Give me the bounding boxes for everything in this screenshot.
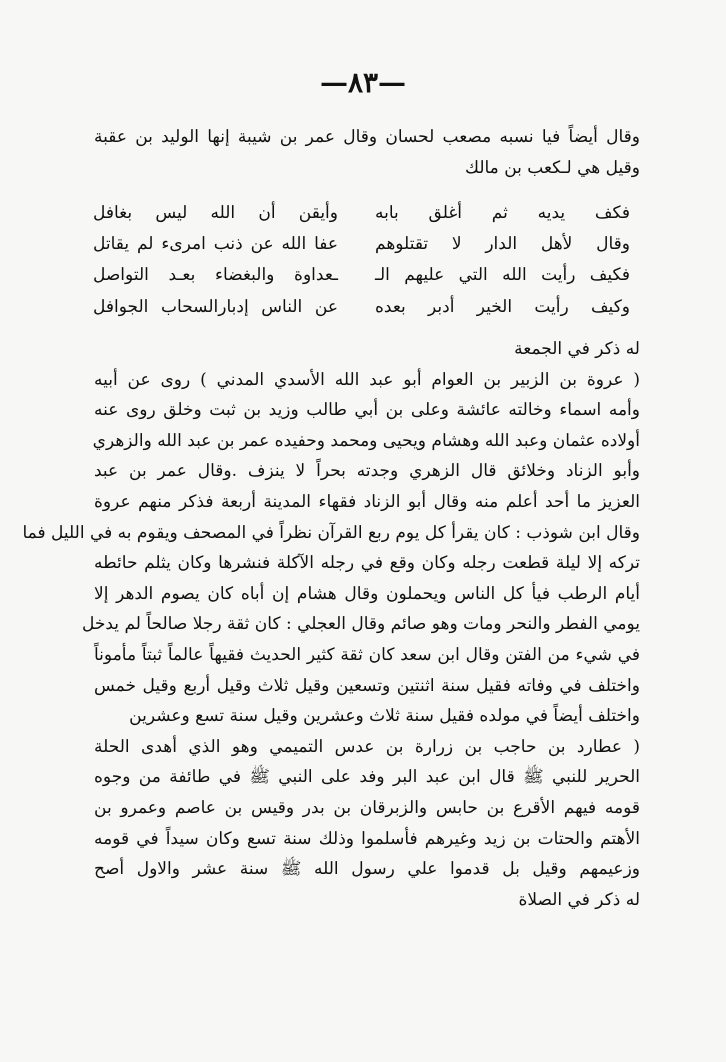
verse-first-hemistich: فكيف رأيت الله التي عليهم الـ [375,265,630,285]
text-line: له ذكر في الصلاة [518,889,640,910]
text-line: ( عطارد بن حاجب بن زرارة بن عدس التميمي وهو الذي أهدى الحلة [94,736,640,757]
text-line: وأبو الزناد وخلائق قال الزهري وجدته بحراً لا ينزف .وقال عمر بن عبد [94,461,640,482]
text-line: تركه إلا ليلة قطعت رجله وكان وقع في رجله الآكلة فنشرها وكان يثلم حائطه [94,553,640,574]
page-number: —٨٣— [319,66,407,99]
verse-first-hemistich: فكف يديه ثم أغلق بابه [375,203,630,223]
verse-second-hemistich: عفا الله عن ذنب امرىء لم يقاتل [93,234,338,254]
text-line: واختلف في وفاته فقيل سنة اثنتين وتسعين وقيل ثلاث وقيل أربع وقيل خمس [94,675,640,696]
text-line: الأهتم والحتات بن زيد وغيرهم فأسلموا وذلك سنة تسع وكان سيداً في قومه [94,828,640,849]
text-line: وقال ابن شوذب : كان يقرأ كل يوم ربع القرآن نظراً في المصحف ويقوم به في الليل فما [22,522,640,543]
text-line: وزعيمهم وقيل بل قدموا علي رسول الله ﷺ سنة عشر والاول أصح [94,859,640,880]
text-line: واختلف أيضاً في مولده فقيل سنة ثلاث وعشرين وقيل سنة تسع وعشرين [129,706,640,727]
verse-second-hemistich: ـعداوة والبغضاء بعـد التواصل [93,265,338,285]
text-line: يومي الفطر والنحر ومات وهو صائم وقال العجلي : كان ثقة رجلا صالحاً لم يدخل [82,614,640,635]
verse-line [93,229,630,259]
verse-first-hemistich: وكيف رأيت الخير أدبر بعده [375,297,630,317]
text-line: العزيز ما أحد أعلم منه وقال أبو الزناد فقهاء المدينة أربعة فذكر منهم عروة [94,491,640,512]
text-line: قومه فيهم الأقرع بن حابس والزبرقان بن بدر وقيس بن عاصم وعمرو بن [94,797,640,818]
text-line: في شيء من الفتن وقال ابن سعد كان ثقة كثير الحديث فقيهاً عالماً ثبتاً مأموناً [94,644,640,665]
verse-line [93,198,630,228]
text-line: الحرير للنبي ﷺ قال ابن عبد البر وفد على النبي ﷺ في طائفة من وجوه [94,767,640,788]
body-text [22,334,640,915]
text-line: أولاده عثمان وعبد الله وهشام ويحيى ومحمد وحفيده عمر بن عبد الله والزهري [92,430,640,451]
verse-second-hemistich: وأيقن أن الله ليس بغافل [93,203,338,223]
verse-first-hemistich: وقال لأهل الدار لا تقتلوهم [375,234,630,254]
intro-paragraph [94,122,640,183]
text-line: ( عروة بن الزبير بن العوام أبو عبد الله الأسدي المدني ) روى عن أبيه [94,369,640,390]
text-line: له ذكر في الجمعة [514,339,640,359]
text-line: وقيل هي لـكعب بن مالك [465,157,640,178]
verse-line [93,292,630,322]
text-line: أيام الرطب فيأ كل الناس ويحملون وقال هشام إن أباه كان يصوم الدهر إلا [94,583,640,604]
verse-line [93,260,630,290]
text-line: وأمه اسماء وخالته عائشة وعلى بن أبي طالب وزيد بن ثبت وخلق روى عنه [94,400,640,421]
verse-second-hemistich: عن الناس إدبارالسحاب الجوافل [93,297,338,317]
text-line: وقال أيضاً فيا نسبه مصعب لحسان وقال عمر بن شيبة إنها الوليد بن عقبة [94,127,640,147]
